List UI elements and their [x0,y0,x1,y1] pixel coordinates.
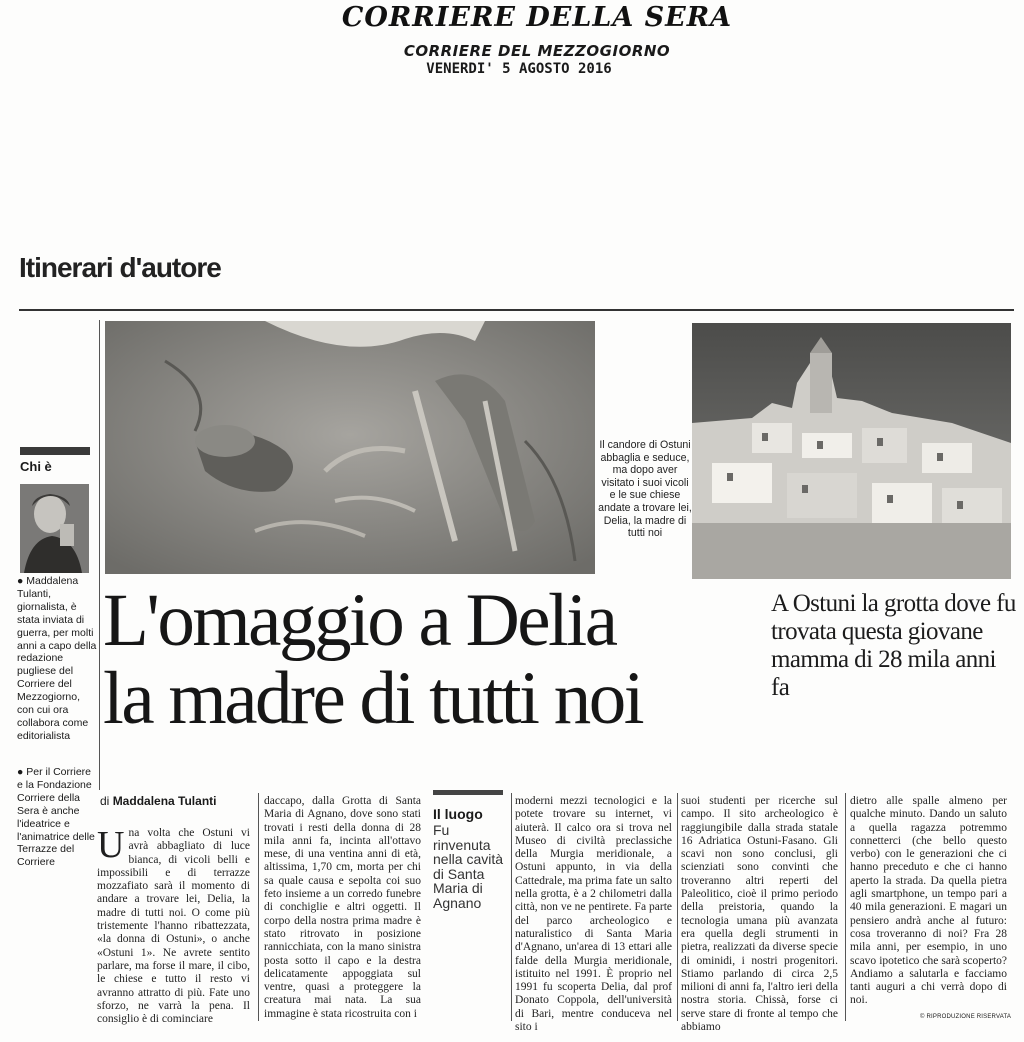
byline-prefix: di [100,794,110,808]
headline-line-1: L'omaggio a Delia [103,579,616,662]
edition-name: CORRIERE DEL MEZZOGIORNO [403,42,671,60]
section-label: Itinerari d'autore [19,252,221,283]
article-column-5: dietro alle spalle almeno per qualche minuto. Dando un saluto a quella ragazza potremmo connetterci (che bello questo verbo) con le generazioni che ci hanno preceduto e che ci hanno aperto la strada. Da quella pietra agli smartphone, un tempo pari a 40 mila generazioni. E magari un pensiero andrà anche al futuro: cosa troveranno di noi? Fra 28 mila anni, per esempio, in uno scavo ipotetico che sarà scoperto? Andiamo a salutarla e facciamo tanti auguri a chi verrà dopo di noi. [850,795,1007,1007]
author-portrait [20,484,89,573]
column-divider [845,793,846,1021]
headline-line-2: la madre di tutti noi [103,657,643,740]
author-note: ● Per il Corriere e la Fondazione Corriere della Sera è anche l'ideatrice e l'animatrice delle Terrazze del Corriere [17,766,95,869]
drop-cap: U [97,824,125,866]
luogo-title: Il luogo [433,806,483,822]
headline [103,579,763,740]
masthead-title: CORRIERE DELLA SERA [341,2,733,33]
article-column-2: daccapo, dalla Grotta di Santa Maria di Agnano, dove sono stati trovati i resti della donna di 28 mila anni fa, incinta all'ottavo mese, di una ventina anni di età, altissima, 1,70 cm, morta per chi sa quale causa e sepolta coi suo feto insieme a un corredo funebre di conchiglie e altri oggetti. Il corpo della nostra prima madre è stato ritrovato in posizione rannicchiata, con la mano sinistra posta sotto il capo e la destra delicatamente appoggiata sul ventre, quasi a proteggere la creatura mai nata. La sua immagine è stata ricostruita con i [264,795,421,1020]
article-column-1 [97,824,250,1026]
column-divider [677,793,678,1021]
byline-author: Maddalena Tulanti [112,794,217,808]
byline [100,794,216,808]
sidebar-divider [99,320,100,790]
author-bio: ● Maddalena Tulanti, giornalista, è stata inviata di guerra, per molti anni a capo della redazione pugliese del Corriere del Mezzogiorno, con cui ora collabora come editorialista [17,575,97,742]
column-divider [258,793,259,1021]
column-divider [511,793,512,1021]
article-column-3: moderni mezzi tecnologici e la potete trovare su internet, vi aiuterà. Il calco ora si trova nel Museo di civiltà preclassiche della Murgia meridionale, a Ostuni appunto, in via della Cattedrale, ma prima fate un salto nella grotta, è a 2 chilometri dalla città, non ve ne pentirete. Fa parte del parco archeologico e naturalistico di Santa Maria d'Agnano, un'area di 13 ettari alle falde della Murgia meridionale, istituito nel 1991. È proprio nel 1991 fu scoperta Delia, dal prof Donato Coppola, dell'università di Bari, mentre conduceva nel sito i [515,795,672,1034]
skeleton-photo [105,321,595,574]
photo-caption: Il candore di Ostuni abbaglia e seduce, ma dopo aver visitato i suoi vicoli e le sue chiese andate a trovare lei, Delia, la madre di tutti noi [598,439,692,540]
chi-e-label: Chi è [20,459,52,474]
article-text-1: na volta che Ostuni vi avrà abbagliato di luce bianca, di vicoli belli e impossibili e di terrazze mozzafiato sarà il momento di andare a trovare lei, Delia, la madre di tutti noi. O come più tristemente l'hanno ribattezzata, «la donna di Ostuni», o anche «Ostuni 1». Ne avrete sentito parlare, ma forse il mare, il cibo, le chiese e tutto il resto vi avranno attratto di più. Fate uno sforzo, ne varrà la pena. Il consiglio è di cominciare [97,827,250,1026]
article-column-4: suoi studenti per ricerche sul campo. Il sito archeologico è raggiungibile dalla strada statale 16 Adriatica Ostuni-Fasano. Gli scavi non sono conclusi, gli scienziati sono convinti che troveranno altri reperti del Paleolitico, cioè il primo periodo della preistoria, quando la tecnologia umana più avanzata era quella degli strumenti in pietra, realizzati da diverse specie di ominidi, i nostri progenitori. Stiamo parlando di circa 2,5 milioni di anni fa, l'altro ieri della nostra storia. Chissà, forse ci serve stare di fronte al tempo che abbiamo [681,795,838,1034]
section-rule [19,309,1014,311]
publication-date: VENERDI' 5 AGOSTO 2016 [426,61,612,77]
luogo-rule [433,790,503,795]
ostuni-photo [692,323,1011,579]
luogo-body: Fu rinvenuta nella cavità di Santa Maria di Agnano [433,822,504,911]
chi-e-bar [20,447,90,455]
deck: A Ostuni la grotta dove fu trovata questa giovane mamma di 28 mila anni fa [771,590,1016,701]
copyright-notice: © RIPRODUZIONE RISERVATA [920,1014,1012,1020]
